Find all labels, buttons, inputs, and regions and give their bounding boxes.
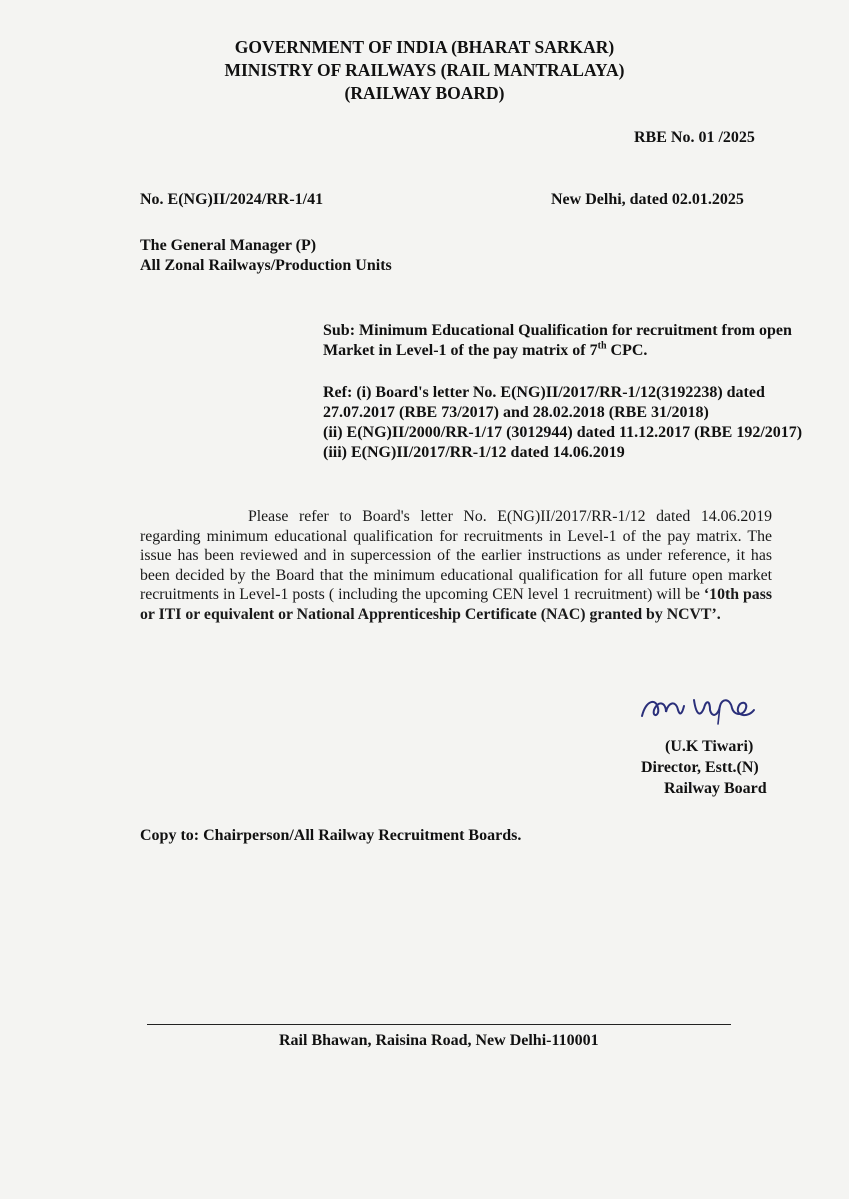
reference-line-3: (ii) E(NG)II/2000/RR-1/17 (3012944) dated 11.12.2017 (RBE 192/2017) bbox=[323, 424, 803, 441]
body-qualification-bold: ‘10th pass or ITI or equivalent or National Apprenticeship Certificate (NAC) granted by NCVT’. bbox=[140, 586, 772, 623]
subject-text-3: CPC. bbox=[606, 342, 648, 359]
footer-divider bbox=[147, 1024, 731, 1025]
addressee-line-2: All Zonal Railways/Production Units bbox=[140, 257, 392, 274]
signature-scribble bbox=[636, 686, 796, 726]
rbe-number: RBE No. 01 /2025 bbox=[634, 129, 755, 146]
subject-line-2 bbox=[323, 341, 647, 361]
subject-text-2: Market in Level-1 of the pay matrix of 7 bbox=[323, 342, 598, 359]
letter-number: No. E(NG)II/2024/RR-1/41 bbox=[140, 191, 324, 208]
reference-line-1: Ref: (i) Board's letter No. E(NG)II/2017/RR-1/12(3192238) dated bbox=[323, 384, 765, 401]
footer-address: Rail Bhawan, Raisina Road, New Delhi-110001 bbox=[279, 1032, 599, 1049]
subject-label: Sub: bbox=[323, 322, 356, 339]
copy-to: Copy to: Chairperson/All Railway Recruitment Boards. bbox=[140, 827, 522, 844]
header-line-government: GOVERNMENT OF INDIA (BHARAT SARKAR) bbox=[234, 37, 615, 57]
reference-line-4: (iii) E(NG)II/2017/RR-1/12 dated 14.06.2019 bbox=[323, 444, 625, 461]
body-text: Please refer to Board's letter No. E(NG)II/2017/RR-1/12 dated 14.06.2019 regarding minimum educational qualification for recruitments in Level-1 of the pay matrix. The issue has been reviewed and in supercession of the earlier instructions as under reference, it has been decided by the Board that the minimum educational qualification for all future open market recruitments in Level-1 posts ( including the upcoming CEN level 1 recruitment) will be bbox=[140, 508, 772, 604]
reference-line-2: 27.07.2017 (RBE 73/2017) and 28.02.2018 (RBE 31/2018) bbox=[323, 404, 709, 421]
subject-superscript: th bbox=[597, 340, 607, 352]
subject-line-1 bbox=[323, 321, 792, 341]
header-line-board: (RAILWAY BOARD) bbox=[344, 83, 505, 103]
addressee-line-1: The General Manager (P) bbox=[140, 237, 317, 254]
subject-text-1: Minimum Educational Qualification for recruitment from open bbox=[359, 322, 792, 339]
place-and-date: New Delhi, dated 02.01.2025 bbox=[551, 191, 744, 208]
signatory-name: (U.K Tiwari) bbox=[665, 738, 754, 755]
body-paragraph bbox=[140, 507, 772, 625]
signatory-office: Railway Board bbox=[664, 780, 767, 797]
signatory-designation: Director, Estt.(N) bbox=[641, 759, 759, 776]
header-line-ministry: MINISTRY OF RAILWAYS (RAIL MANTRALAYA) bbox=[224, 60, 625, 80]
